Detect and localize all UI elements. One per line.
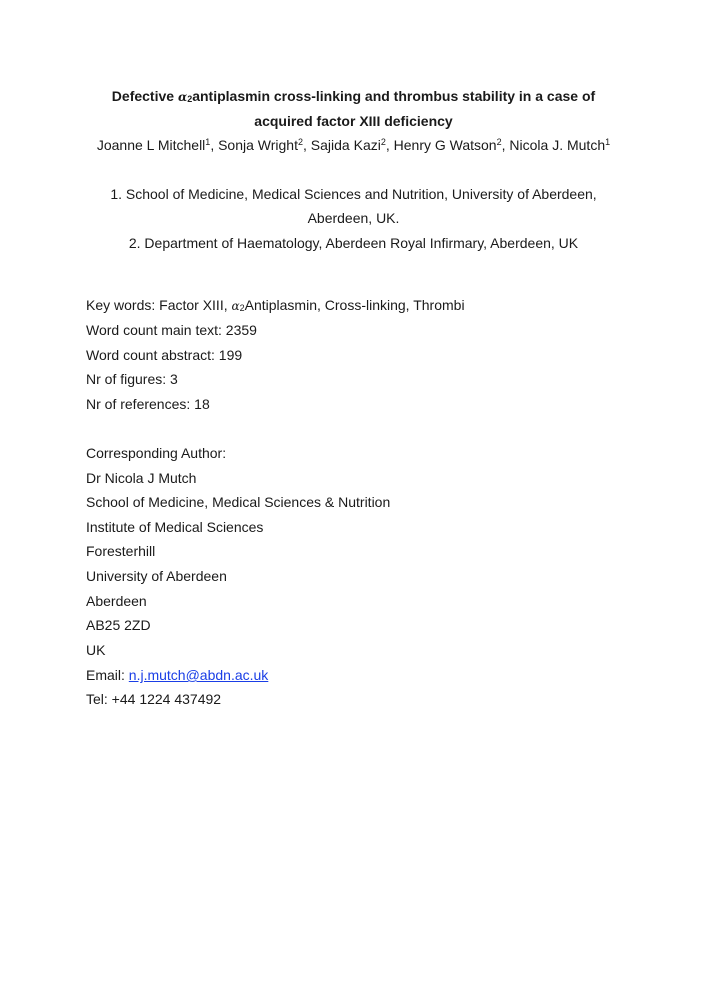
word-count-abstract: Word count abstract: 199 xyxy=(86,347,243,363)
author-name: Henry G Watson xyxy=(393,137,497,153)
address-line: Aberdeen xyxy=(86,593,147,609)
author-affiliation-mark: 1 xyxy=(605,137,611,147)
title-text-start: Defective xyxy=(111,88,178,104)
address-line: Institute of Medical Sciences xyxy=(86,519,264,535)
affiliation-2: 2. Department of Haematology, Aberdeen Royal Infirmary, Aberdeen, UK xyxy=(128,235,579,251)
author-name: Joanne L Mitchell xyxy=(96,137,206,153)
title-alpha-symbol: α xyxy=(177,90,188,104)
reference-count: Nr of references: 18 xyxy=(86,396,210,412)
author-affiliation-mark: 2 xyxy=(298,137,304,147)
corresponding-author-name: Dr Nicola J Mutch xyxy=(86,470,197,486)
postcode: AB25 2ZD xyxy=(86,617,151,633)
keywords xyxy=(86,297,465,313)
affiliation-1-line-2: Aberdeen, UK. xyxy=(307,210,400,226)
keywords-text-start: Key words: Factor XIII, xyxy=(86,297,232,313)
paper-title-line-1 xyxy=(0,88,707,104)
author-affiliation-mark: 2 xyxy=(496,137,502,147)
keywords-text-end: Antiplasmin, Cross-linking, Thrombi xyxy=(244,297,465,313)
title-alpha-subscript: 2 xyxy=(187,94,193,104)
word-count-main-text: Word count main text: 2359 xyxy=(86,322,257,338)
author-affiliation-mark: 1 xyxy=(205,137,211,147)
corresponding-author-heading: Corresponding Author: xyxy=(86,445,227,461)
figure-count: Nr of figures: 3 xyxy=(86,371,178,387)
author-name: Nicola J. Mutch xyxy=(509,137,606,153)
telephone: Tel: +44 1224 437492 xyxy=(86,691,222,707)
keywords-alpha-symbol: α xyxy=(231,299,240,313)
email-line xyxy=(86,667,268,683)
author-name: Sonja Wright xyxy=(218,137,298,153)
address-line: Foresterhill xyxy=(86,543,156,559)
email-label: Email: xyxy=(86,667,129,683)
keywords-alpha-subscript: 2 xyxy=(239,303,245,313)
paper-title-line-2: acquired factor XIII deficiency xyxy=(254,113,453,129)
address-line: University of Aberdeen xyxy=(86,568,227,584)
country: UK xyxy=(86,642,106,658)
author-list: Joanne L Mitchell$^1$, Sonja Wright$^2$, Sajida Kazi$^2$, Henry G Watson$^2$, Nicola J. Mutch$^1$ xyxy=(96,137,611,153)
affiliation-1-line-1: 1. School of Medicine, Medical Sciences and Nutrition, University of Aberdeen, xyxy=(110,186,597,202)
author-name: Sajida Kazi xyxy=(310,137,381,153)
email-link[interactable]: n.j.mutch@abdn.ac.uk xyxy=(128,667,269,683)
address-line: School of Medicine, Medical Sciences & Nutrition xyxy=(86,494,391,510)
author-affiliation-mark: 2 xyxy=(380,137,386,147)
title-text-end: antiplasmin cross-linking and thrombus stability in a case of xyxy=(192,88,596,104)
